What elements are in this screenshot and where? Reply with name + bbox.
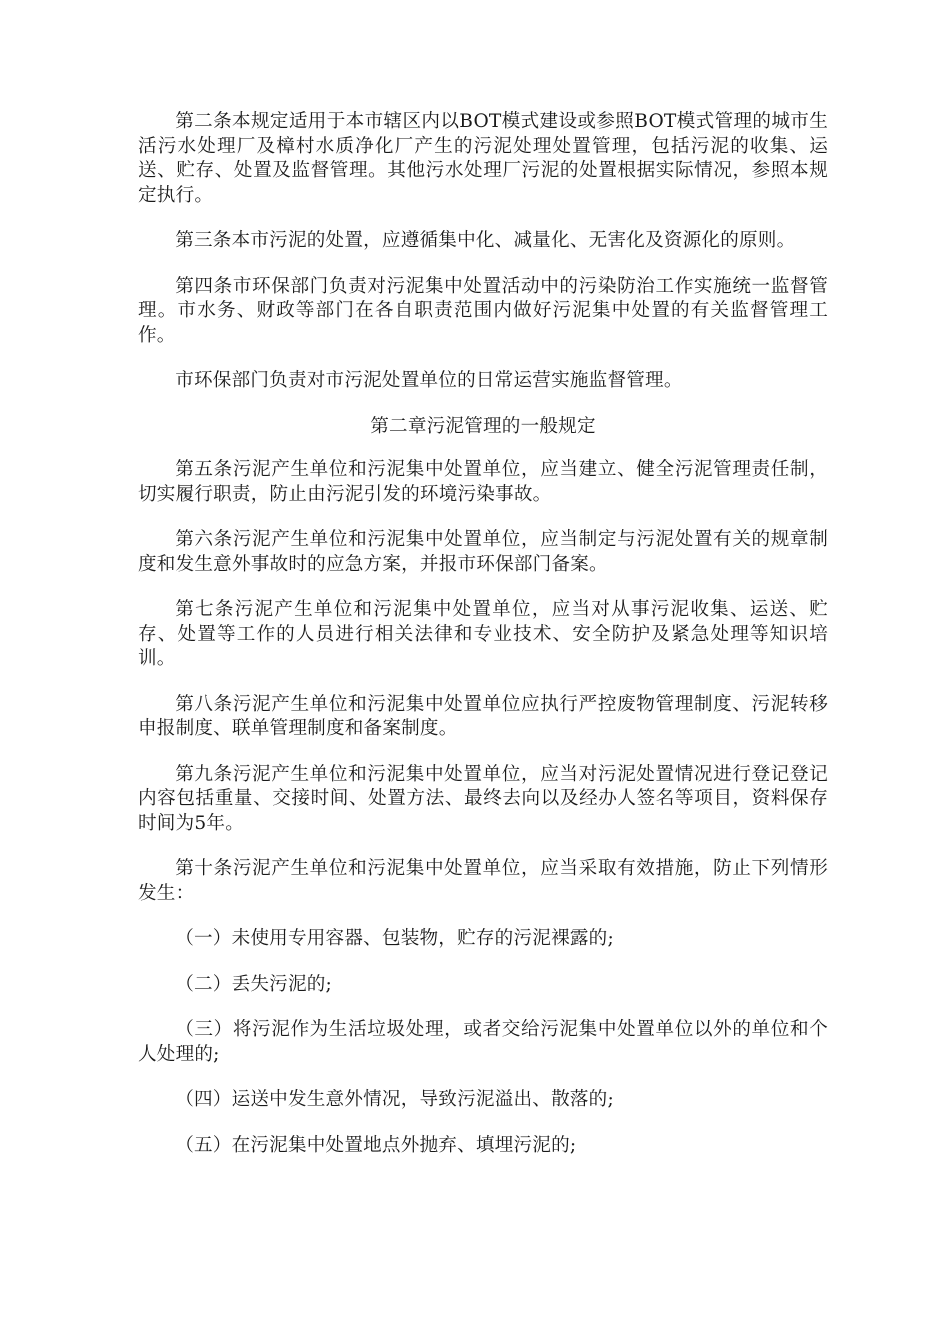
article-4-paragraph: 第四条市环保部门负责对污泥集中处置活动中的污染防治工作实施统一监督管理。市水务、财政等部门在各自职责范围内做好污泥集中处置的有关监督管理工作。	[138, 275, 828, 346]
article-6-paragraph: 第六条污泥产生单位和污泥集中处置单位，应当制定与污泥处置有关的规章制度和发生意外事故时的应急方案，并报市环保部门备案。	[138, 529, 828, 575]
article-3-paragraph: 第三条本市污泥的处置，应遵循集中化、减量化、无害化及资源化的原则。	[175, 230, 796, 251]
article-4-supplement-paragraph: 市环保部门负责对市污泥处置单位的日常运营实施监督管理。	[175, 370, 683, 391]
article-2-paragraph: 第二条本规定适用于本市辖区内以BOT模式建设或参照BOT模式管理的城市生活污水处理厂及樟村水质净化厂产生的污泥处理处置管理，包括污泥的收集、运送、贮存、处置及监督管理。其他污水处理厂污泥的处置根据实际情况，参照本规定执行。	[138, 111, 828, 206]
list-item-3: （三）将污泥作为生活垃圾处理，或者交给污泥集中处置单位以外的单位和个人处理的;	[138, 1019, 828, 1065]
document-body	[138, 110, 828, 1179]
article-9-paragraph: 第九条污泥产生单位和污泥集中处置单位，应当对污泥处置情况进行登记登记内容包括重量、交接时间、处置方法、最终去向以及经办人签名等项目，资料保存时间为5年。	[138, 763, 828, 834]
article-5-paragraph: 第五条污泥产生单位和污泥集中处置单位，应当建立、健全污泥管理责任制，切实履行职责，防止由污泥引发的环境污染事故。	[138, 459, 828, 505]
chapter-2-heading: 第二章污泥管理的一般规定	[370, 415, 596, 437]
list-item-5: （五）在污泥集中处置地点外抛弃、填埋污泥的;	[175, 1134, 577, 1156]
list-item-2: （二）丢失污泥的;	[175, 973, 333, 995]
article-10-paragraph: 第十条污泥产生单位和污泥集中处置单位，应当采取有效措施，防止下列情形发生：	[138, 858, 828, 904]
article-7-paragraph: 第七条污泥产生单位和污泥集中处置单位，应当对从事污泥收集、运送、贮存、处置等工作的人员进行相关法律和专业技术、安全防护及紧急处理等知识培训。	[138, 599, 828, 669]
list-item-1: （一）未使用专用容器、包装物，贮存的污泥裸露的;	[175, 928, 614, 949]
article-8-paragraph: 第八条污泥产生单位和污泥集中处置单位应执行严控废物管理制度、污泥转移申报制度、联单管理制度和备案制度。	[138, 693, 828, 739]
list-item-4: （四）运送中发生意外情况，导致污泥溢出、散落的;	[175, 1089, 614, 1110]
